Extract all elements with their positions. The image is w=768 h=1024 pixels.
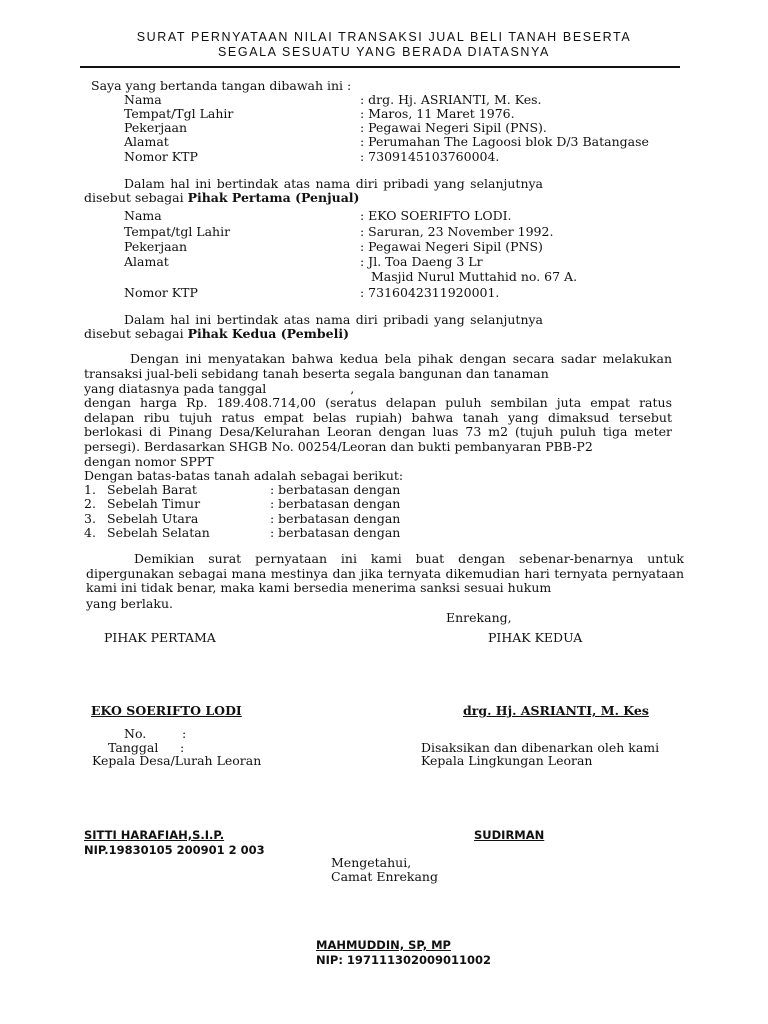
party1-label-ktp: Nomor KTP [124,149,198,164]
transaction-date-line: yang diatasnya pada tanggal , [84,381,355,396]
sppt-line: dengan nomor SPPT [84,454,214,469]
party2-value-job: : Pegawai Negeri Sipil (PNS) [360,239,543,254]
boundary-east-label: Sebelah Timur [107,496,201,511]
party1-signature-role: PIHAK PERTAMA [104,630,216,645]
party2-signature-role: PIHAK KEDUA [488,630,583,645]
camat-name: MAHMUDDIN, SP, MP [316,938,451,952]
witness-statement: Disaksikan dan dibenarkan oleh kami [421,740,660,755]
party1-signature-name: EKO SOERIFTO LODI [91,703,242,718]
registry-no-label: No. [124,726,147,741]
party2-value-birth: : Saruran, 23 November 1992. [360,224,554,239]
closing-last-line: yang berlaku. [86,596,173,611]
camat-acknowledge: Mengetahui, [331,855,412,870]
party1-label-job: Pekerjaan [124,120,188,135]
boundary-west-value: : berbatasan dengan [270,482,401,497]
party1-value-ktp: : 7309145103760004. [360,149,500,164]
boundary-west-num: 1. [84,482,96,497]
party1-label-birth: Tempat/Tgl Lahir [124,106,234,121]
party1-value-job: : Pegawai Negeri Sipil (PNS). [360,120,547,135]
camat-nip: NIP: 197111302009011002 [316,953,491,967]
boundary-south-label: Sebelah Selatan [107,525,210,540]
boundary-west-label: Sebelah Barat [107,482,197,497]
party2-label-job: Pekerjaan [124,239,188,254]
party1-value-address: : Perumahan The Lagoosi blok D/3 Batangase [360,134,649,149]
party2-value-ktp: : 7316042311920001. [360,285,500,300]
boundaries-intro: Dengan batas-batas tanah adalah sebagai berikut: [84,468,404,483]
party1-role: Pihak Pertama (Penjual) [187,190,360,205]
village-head-nip: NIP.19830105 200901 2 003 [84,843,265,857]
boundary-north-num: 3. [84,511,96,526]
party2-signature-name: drg. Hj. ASRIANTI, M. Kes [463,703,649,718]
village-head-name: SITTI HARAFIAH,S.I.P. [84,828,225,842]
neighborhood-head-name: SUDIRMAN [474,828,545,842]
boundary-east-num: 2. [84,496,96,511]
transaction-paragraph: Dengan ini menyatakan bahwa kedua bela pihak dengan secara sadar melakukan transaksi jual-beli sebidang tanah beserta segala bangunan dan tanaman [84,351,672,381]
boundary-north-value: : berbatasan dengan [270,511,401,526]
party1-statement-line1: Dalam hal ini bertindak atas nama diri pribadi yang selanjutnya [124,176,544,191]
registry-no-colon: : [182,726,187,741]
document-title-line2: SEGALA SESUATU YANG BERADA DIATASNYA [218,45,550,59]
party1-label-address: Alamat [124,134,169,149]
party2-role: Pihak Kedua (Pembeli) [187,326,349,341]
party2-value-address: : Jl. Toa Daeng 3 Lr [360,254,483,269]
party2-label-ktp: Nomor KTP [124,285,198,300]
party2-value-address-line2: Masjid Nurul Muttahid no. 67 A. [371,269,578,284]
party2-label-name: Nama [124,208,162,223]
party1-label-name: Nama [124,92,162,107]
party2-label-birth: Tempat/tgl Lahir [124,224,231,239]
boundary-north-label: Sebelah Utara [107,511,199,526]
party1-value-name: : drg. Hj. ASRIANTI, M. Kes. [360,92,542,107]
price-paragraph: dengan harga Rp. 189.408.714,00 (seratus delapan puluh sembilan juta empat ratus delapan ribu tujuh ratus empat belas rupiah) bahwa tanah yang dimaksud tersebut berlokasi di Pinang Desa/Kelurahan Leoran dengan luas 73 m2 (tujuh puluh tiga meter persegi). Berdasarkan SHGB No. 00254/Leoran dan bukti pembanyaran PBB-P2 [84,395,672,454]
closing-paragraph: Demikian surat pernyataan ini kami buat dengan sebenar-benarnya untuk dipergunakan sebagai mana mestinya dan jika ternyata dikemudian hari ternyata pernyataan kami ini tidak benar, maka kami bersedia menerima sanksi sesuai hukum [86,551,684,595]
place-date: Enrekang, [446,610,512,625]
boundary-south-num: 4. [84,525,96,540]
registry-date-colon: : [180,740,185,755]
party1-value-birth: : Maros, 11 Maret 1976. [360,106,515,121]
neighborhood-head-title: Kepala Lingkungan Leoran [421,753,593,768]
intro-text: Saya yang bertanda tangan dibawah ini : [91,78,352,93]
party2-statement-line2: disebut sebagai Pihak Kedua (Pembeli) [84,326,349,341]
village-head-title: Kepala Desa/Lurah Leoran [92,753,262,768]
party2-statement-line1: Dalam hal ini bertindak atas nama diri pribadi yang selanjutnya [124,312,544,327]
document-title-line1: SURAT PERNYATAAN NILAI TRANSAKSI JUAL BELI TANAH BESERTA [136,30,632,44]
party2-label-address: Alamat [124,254,169,269]
title-divider [80,66,680,68]
registry-date-label: Tanggal [108,740,159,755]
party2-value-name: : EKO SOERIFTO LODI. [360,208,512,223]
camat-title: Camat Enrekang [331,869,438,884]
party1-statement-line2: disebut sebagai Pihak Pertama (Penjual) [84,190,360,205]
boundary-south-value: : berbatasan dengan [270,525,401,540]
boundary-east-value: : berbatasan dengan [270,496,401,511]
